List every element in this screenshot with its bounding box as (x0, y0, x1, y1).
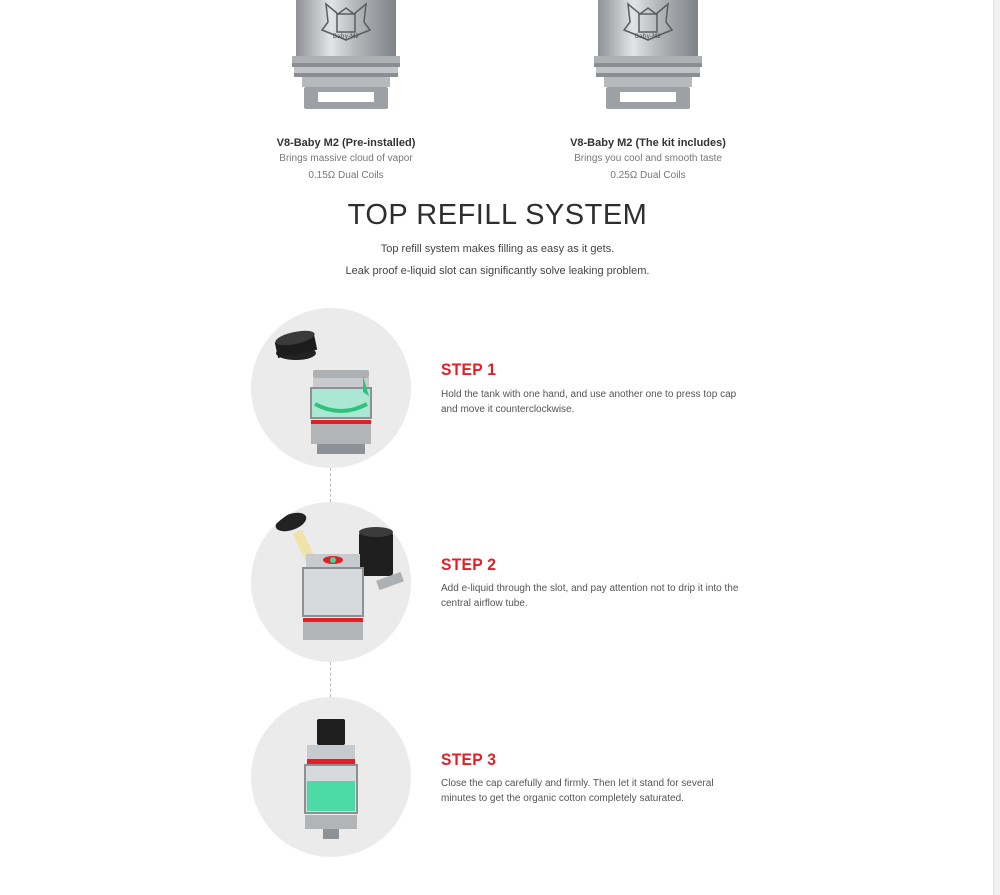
coil-caption-kit-includes (498, 136, 798, 184)
coil-name: V8-Baby M2 (The kit includes) (570, 137, 726, 149)
step-connector (330, 662, 331, 697)
step-1-text: Hold the tank with one hand, and use another one to press top cap and move it counterclockwise. (441, 389, 737, 415)
step-3-image (251, 697, 411, 857)
step-3-title: STEP 3 (441, 750, 497, 769)
section-title: TOP REFILL SYSTEM (347, 199, 648, 231)
svg-text:Baby-M2: Baby-M2 (332, 33, 360, 40)
coil-caption-preinstalled (196, 136, 496, 184)
tank-open-cap-icon (251, 308, 411, 468)
tank-fill-liquid-icon (251, 502, 411, 662)
coil-resistance: 0.25Ω Dual Coils (610, 170, 686, 181)
coil-description: Brings you cool and smooth taste (574, 153, 722, 164)
step-1-title: STEP 1 (441, 360, 497, 379)
coil-image-kit-includes (592, 0, 704, 112)
section-subtitle: Top refill system makes filling as easy as it gets. (380, 243, 615, 255)
step-2-text: Add e-liquid through the slot, and pay attention not to drip it into the central airflow tube. (441, 583, 739, 609)
step-connector (330, 468, 331, 502)
step-1-image (251, 308, 411, 468)
coil-name: V8-Baby M2 (Pre-installed) (276, 137, 416, 149)
step-3-text: Close the cap carefully and firmly. Then let it stand for several minutes to get the organic cotton completely saturated. (441, 778, 714, 804)
tank-closed-icon (251, 697, 411, 857)
section-subtitle: Leak proof e-liquid slot can significantly solve leaking problem. (345, 265, 650, 277)
coil-resistance: 0.15Ω Dual Coils (308, 170, 384, 181)
svg-text:Baby-M2: Baby-M2 (634, 33, 662, 40)
coil-image-preinstalled (290, 0, 402, 112)
step-2-image (251, 502, 411, 662)
coil-description: Brings massive cloud of vapor (279, 153, 413, 164)
page-right-border (993, 0, 1000, 895)
step-2-title: STEP 2 (441, 555, 497, 574)
